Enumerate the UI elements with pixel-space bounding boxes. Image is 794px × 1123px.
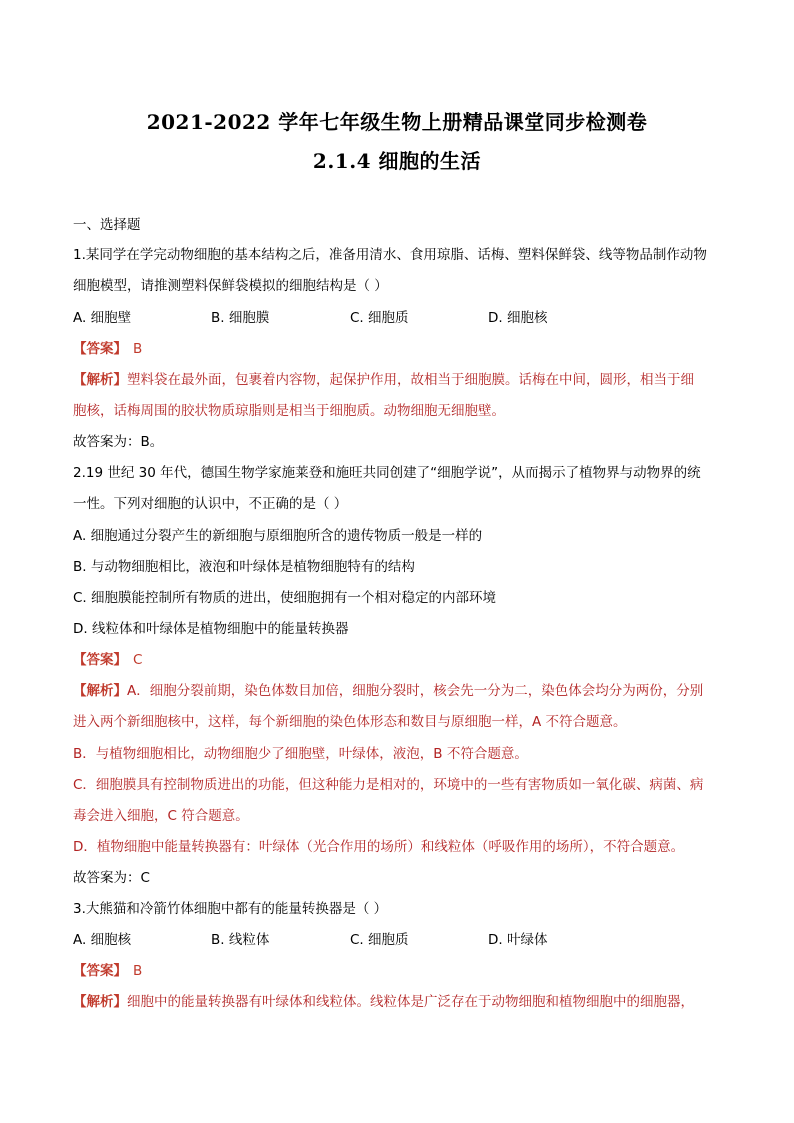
q3-stem-line1: 3.大熊猫和冷箭竹体细胞中都有的能量转换器是（ ） — [73, 901, 388, 917]
q1-option-c: C. 细胞质 — [350, 310, 409, 326]
analysis-label: 【解析】 — [73, 994, 127, 1010]
q3-option-b: B. 线粒体 — [211, 932, 270, 948]
q3-analysis-line1 — [73, 993, 733, 1011]
answer-label: 【答案】 — [73, 963, 127, 979]
q1-stem-line1: 1.某同学在学完动物细胞的基本结构之后，准备用清水、食用琼脂、话梅、塑料保鲜袋、线等物品制作动物 — [73, 247, 707, 263]
q2-analysis-line3: B．与植物细胞相比，动物细胞少了细胞壁，叶绿体，液泡，B 不符合题意。 — [73, 746, 528, 762]
q2-option-a: A. 细胞通过分裂产生的新细胞与原细胞所含的遗传物质一般是一样的 — [73, 528, 483, 544]
q3-option-a: A. 细胞核 — [73, 932, 132, 948]
q2-stem-line1: 2.19 世纪 30 年代，德国生物学家施莱登和施旺共同创建了“细胞学说”，从而揭示了植物界与动物界的统 — [73, 465, 701, 481]
q2-stem-line2: 一性。下列对细胞的认识中，不正确的是（ ） — [73, 496, 348, 512]
q1-answer — [73, 340, 733, 358]
answer-label: 【答案】 — [73, 341, 127, 357]
q1-analysis-line2: 胞核，话梅周围的胶状物质琼脂则是相当于细胞质。动物细胞无细胞壁。 — [73, 403, 505, 419]
q1-analysis-line1 — [73, 371, 733, 389]
q3-option-d: D. 叶绿体 — [488, 932, 548, 948]
q1-option-b: B. 细胞膜 — [211, 310, 270, 326]
q3-options — [73, 931, 733, 949]
q1-analysis-text1: 塑料袋在最外面，包裹着内容物，起保护作用，故相当于细胞膜。话梅在中间，圆形，相当于细 — [127, 372, 694, 388]
q1-options — [73, 309, 733, 327]
document-subtitle: 2.1.4 细胞的生活 — [312, 149, 482, 173]
q1-option-a: A. 细胞壁 — [73, 310, 132, 326]
q2-analysis-line2: 进入两个新细胞核中，这样，每个新细胞的染色体形态和数目与原细胞一样，A 不符合题意。 — [73, 714, 627, 730]
q1-answer-value: B — [133, 341, 143, 357]
analysis-label: 【解析】 — [73, 372, 127, 388]
q3-answer — [73, 962, 733, 980]
q2-answer — [73, 651, 733, 669]
q1-stem-line2: 细胞模型，请推测塑料保鲜袋模拟的细胞结构是（ ） — [73, 278, 388, 294]
answer-label: 【答案】 — [73, 652, 127, 668]
q2-answer-value: C — [133, 652, 143, 668]
q2-option-c: C. 细胞膜能控制所有物质的进出，使细胞拥有一个相对稳定的内部环境 — [73, 590, 497, 606]
analysis-label: 【解析】 — [73, 683, 127, 699]
q2-conclusion: 故答案为：C — [73, 870, 150, 886]
q2-analysis-line4: C．细胞膜具有控制物质进出的功能，但这种能力是相对的，环境中的一些有害物质如一氧化碳、病菌、病 — [73, 777, 704, 793]
q2-analysis-line6: D．植物细胞中能量转换器有：叶绿体（光合作用的场所）和线粒体（呼吸作用的场所），不符合题意。 — [73, 839, 685, 855]
q1-option-d: D. 细胞核 — [488, 310, 548, 326]
q1-conclusion: 故答案为：B。 — [73, 434, 164, 450]
q3-analysis-text1: 细胞中的能量转换器有叶绿体和线粒体。线粒体是广泛存在于动物细胞和植物细胞中的细胞器， — [127, 994, 694, 1010]
q2-analysis-text1: A．细胞分裂前期，染色体数目加倍，细胞分裂时，核会先一分为二，染色体会均分为两份，分别 — [127, 683, 704, 699]
q2-analysis-line1 — [73, 682, 733, 700]
q3-option-c: C. 细胞质 — [350, 932, 409, 948]
q3-answer-value: B — [133, 963, 143, 979]
q2-option-b: B. 与动物细胞相比，液泡和叶绿体是植物细胞特有的结构 — [73, 559, 415, 575]
q2-analysis-line5: 毒会进入细胞，C 符合题意。 — [73, 808, 249, 824]
section-heading: 一、选择题 — [73, 217, 141, 233]
q2-option-d: D. 线粒体和叶绿体是植物细胞中的能量转换器 — [73, 621, 349, 637]
document-title: 2021-2022 学年七年级生物上册精品课堂同步检测卷 — [146, 110, 648, 134]
